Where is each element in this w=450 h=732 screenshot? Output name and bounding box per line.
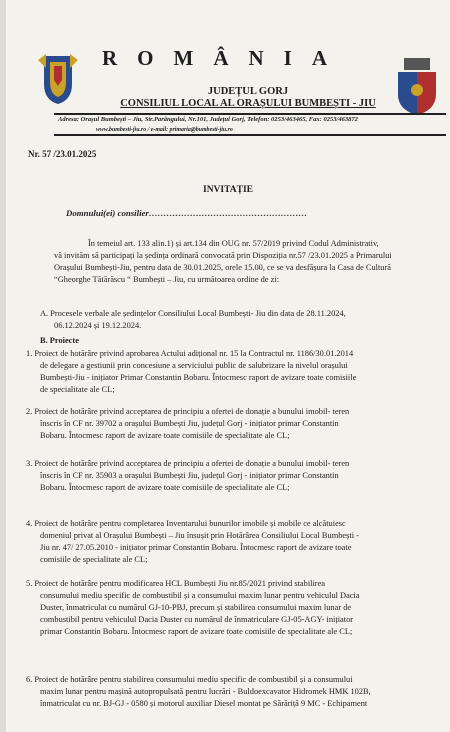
agenda-item-line: 3. Proiect de hotărâre privind acceptarea de principiu a ofertei de donație a bunului imobil- teren [26, 459, 350, 468]
intro-line: vă invităm să participați la ședința ordinară convocată prin Dispoziția nr.57 /23.01.2025 a Primarului [54, 251, 392, 260]
agenda-item-line: 6. Proiect de hotărâre pentru stabilirea consumului mediu specific de combustibil și a consumului [26, 675, 353, 684]
agenda-item-line: înmatriculat cu nr. BJ-GJ - 0580 și motorul auxiliar Diesel montat pe Sărăriță 9 MC - Echipament [40, 699, 368, 708]
section-a-line: 06.12.2024 și 19.12.2024. [54, 321, 142, 330]
intro-line: “Gheorghe Tătărăscu “ Bumbești – Jiu, cu următoarea ordine de zi: [54, 275, 280, 284]
country-name: ROMÂNIA [102, 46, 347, 70]
agenda-item-line: combustibil pentru vehiculul Dacia Duster cu numărul de înmatriculare GJ-05-AGY- inițiator [40, 615, 354, 624]
document-number: Nr. 57 /23.01.2025 [28, 149, 97, 159]
agenda-item-line: 2. Proiect de hotărâre privind acceptarea de principiu a ofertei de donație a bunului imobil- teren [26, 407, 350, 416]
section-b-heading: B. Proiecte [40, 336, 79, 345]
agenda-item-line: de specialitate ale CL; [40, 385, 115, 394]
agenda-item-line: Bumbești-Jiu - inițiator Primar Constantin Bobaru. Întocmesc raport de avizare toate comisiile [40, 373, 357, 382]
agenda-item-line: Bobaru. Întocmesc raport de avizare toate comisiile de specialitate ale CL; [40, 431, 290, 440]
agenda-item-line: maxim lunar pentru mașină autopropulsată pentru lucrări - Buldoexcavator Hidromek HMK 102B, [40, 687, 371, 696]
agenda-item-line: 5. Proiect de hotărâre pentru modificarea HCL Bumbești Jiu nr.85/2021 privind stabilirea [26, 579, 326, 588]
agenda-item-line: consumului mediu specific de combustibil și a consumului maxim lunar pentru vehiculul Dacia [40, 591, 360, 600]
agenda-item-line: Bobaru. Întocmesc raport de avizare toate comisiile de specialitate ale CL; [40, 483, 290, 492]
document-page [6, 0, 450, 732]
header-divider-bottom [54, 134, 446, 136]
address-line: Adresa: Orașul Bumbești – Jiu, Str.Parângului, Nr.101, Județul Gorj, Telefon: 0253/463465, Fax: 0253/463872 [58, 116, 358, 123]
romania-coat-of-arms-icon [36, 52, 80, 106]
agenda-item-line: domeniul privat al Orașului Bumbești – Jiu însușit prin Hotărârea Consiliului Local Bumbești - [40, 531, 359, 540]
agenda-item-line: 1. Proiect de hotărâre privind aprobarea Actului adițional nr. 15 la Contractul nr. 1186/30.01.2014 [26, 349, 354, 358]
agenda-item-line: 4. Proiect de hotărâre pentru completarea Inventarului bunurilor imobile și mobile ce alcătuiesc [26, 519, 346, 528]
section-a-line: A. Procesele verbale ale ședințelor Consiliului Local Bumbești- Jiu din data de 28.11.2024, [40, 309, 346, 318]
council-name: CONSILIUL LOCAL AL ORAȘULUI BUMBEȘTI - JIU [120, 98, 376, 109]
web-email-line: www.bumbesti-jiu.ro / e-mail: primaria@bumbesti-jiu.ro [96, 126, 233, 133]
document-title: INVITAȚIE [203, 185, 253, 195]
addressee-line: Domnului(ei) consilier……………………………………………… [66, 208, 308, 218]
agenda-item-line: Duster, înmatriculat cu numărul GJ-10-PBJ, precum și stabilirea consumului maxim lunar de [40, 603, 352, 612]
agenda-item-line: înscris în CF nr. 35903 a orașului Bumbești Jiu, județul Gorj - inițiator primar Constantin [40, 471, 339, 480]
header-divider-top [54, 113, 446, 115]
agenda-item-line: comisiile de specialitate ale CL; [40, 555, 148, 564]
agenda-item-line: înscris în CF nr. 39702 a orașului Bumbești Jiu, județul Gorj - inițiator primar Constantin [40, 419, 339, 428]
agenda-item-line: primar Constantin Bobaru. Întocmesc raport de avizare toate comisiile de specialitate ale CL; [40, 627, 353, 636]
intro-line: Orașului Bumbești-Jiu, pentru data de 30.01.2025, orele 15.00, ce se va desfășura la Casa de Cultură [54, 263, 392, 272]
county-name: JUDEȚUL GORJ [207, 86, 289, 97]
intro-line: În temeiul art. 133 alin.1) și art.134 din OUG nr. 57/2019 privind Codul Administrativ, [88, 239, 379, 248]
town-coat-of-arms-icon [394, 58, 440, 116]
agenda-item-line: Jiu nr. 47/ 27.05.2010 - inițiator primar Constantin Bobaru. Întocmesc raport de avizare toate [40, 543, 352, 552]
agenda-item-line: de delegare a gestiunii prin concesiune a serviciului public de salubrizare la nivelul orașului [40, 361, 348, 370]
